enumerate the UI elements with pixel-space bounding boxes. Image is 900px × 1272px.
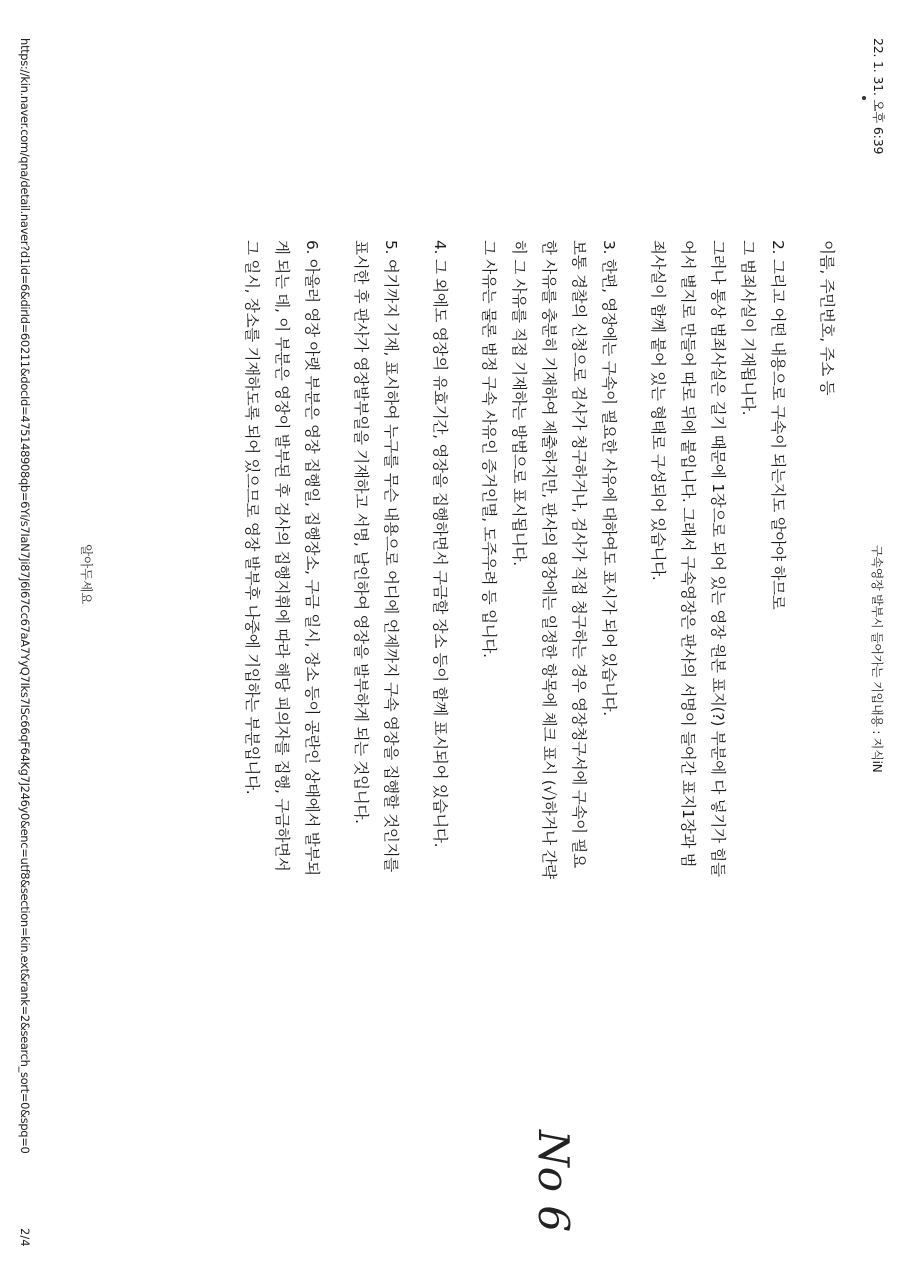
- text-line: 3. 한편, 영장에는 구속이 필요한 사유에 대하여도 표시가 되어 있습니다.: [600, 240, 618, 716]
- text-line: 히 그 사유를 직접 기재하는 방법으로 표시됩니다.: [510, 240, 528, 566]
- paragraph-3: [474, 240, 624, 1200]
- paragraph-2: [643, 240, 793, 1200]
- text-line: 4. 그 외에도 영장의 유효기간, 영장을 집행하면서 구금할 장소 등이 함께 표시되어 있습니다.: [431, 240, 449, 848]
- text-line: 죄사실이 함께 붙어 있는 형태로 구성되어 있습니다.: [649, 240, 667, 581]
- text-line: 그 범죄사실이 기재됩니다.: [739, 240, 757, 416]
- text-line: 보통 경찰의 신청으로 검사가 청구하거나, 검사가 직접 청구하는 경우 영장청구서에 구속이 필요: [570, 240, 588, 868]
- text-line: 그 사유는 물론 범정 구속 사유인 증거인멸, 도주우려 등 입니다.: [480, 240, 498, 658]
- paragraph-6: [237, 240, 327, 1200]
- footer-url[interactable]: https://kin.naver.com/qna/detail.naver?d1id=6&dirId=60211&docId=475148908qb=6Yi/s7IaN7Ji87J6l67Cc67aA7YyQ7Iks7ISc66qF64Kg7J246y0&enc=utf8&section=kin.ext&rank=2&search_sort=0&spq=0: [18, 38, 32, 1154]
- notice-label: 알아두세요: [79, 544, 94, 605]
- scan-mark: [862, 96, 866, 100]
- paragraph-4: [425, 240, 455, 1200]
- print-timestamp: 22. 1. 31. 오후 6:39: [871, 38, 886, 155]
- text-line: 어서 별지로 만들어 따로 뒤에 붙입니다. 그래서 구속영장은 판사의 서명이 들어간 표지1장과 범: [679, 240, 697, 868]
- print-page-title: 구속영장 발부시 들어가는 기입내용 : 지식iN: [870, 545, 884, 773]
- intro-line: 이름, 주민번호, 주소 등: [818, 240, 836, 396]
- handwritten-page-mark: No 6: [529, 1130, 578, 1233]
- text-line: 2. 그리고 어떤 내용으로 구속이 되는지도 알아야 하므로: [769, 240, 787, 610]
- intro-paragraph: [812, 240, 842, 1200]
- text-line: 그러나 통상 범죄사실은 길기 때문에 1장으로 되어 있는 영장 원본 표지(?) 부분에 다 넣기가 힘들: [709, 240, 727, 877]
- text-line: 게 되는 데, 이 부분은 영장이 발부된 후 검사의 집행지휘에 따라 해당 피의자를 집행, 구금하면서: [273, 240, 291, 872]
- text-line: 5. 여기까지 기재, 표시하여 누구를 무슨 내용으로 어디에 언제까지 구속 영장을 집행할 것인지를: [382, 240, 400, 872]
- text-line: 그 일시, 장소를 기재하도록 되어 있으므로 영장 발부후 나중에 기입하는 부분입니다.: [243, 240, 261, 795]
- text-line: 6. 아울러 영장 아랫 부분은 영장 집행일, 집행장소, 구금 일시, 장소 등이 공란인 상태에서 발부되: [303, 240, 321, 876]
- text-line: 한 사유를 충분히 기재하여 제출하지만, 판사의 영장에는 일정한 항목에 체크 표시 (√)하거나 간략: [540, 240, 558, 879]
- text-line: 표시한 후 판사가 영장발부일을 기재하고 서명, 날인하여 영장을 발부하게 되는 것입니다.: [352, 240, 370, 824]
- paragraph-5: [346, 240, 406, 1200]
- answer-body: [218, 240, 842, 1200]
- page-number: 2/4: [18, 1228, 32, 1247]
